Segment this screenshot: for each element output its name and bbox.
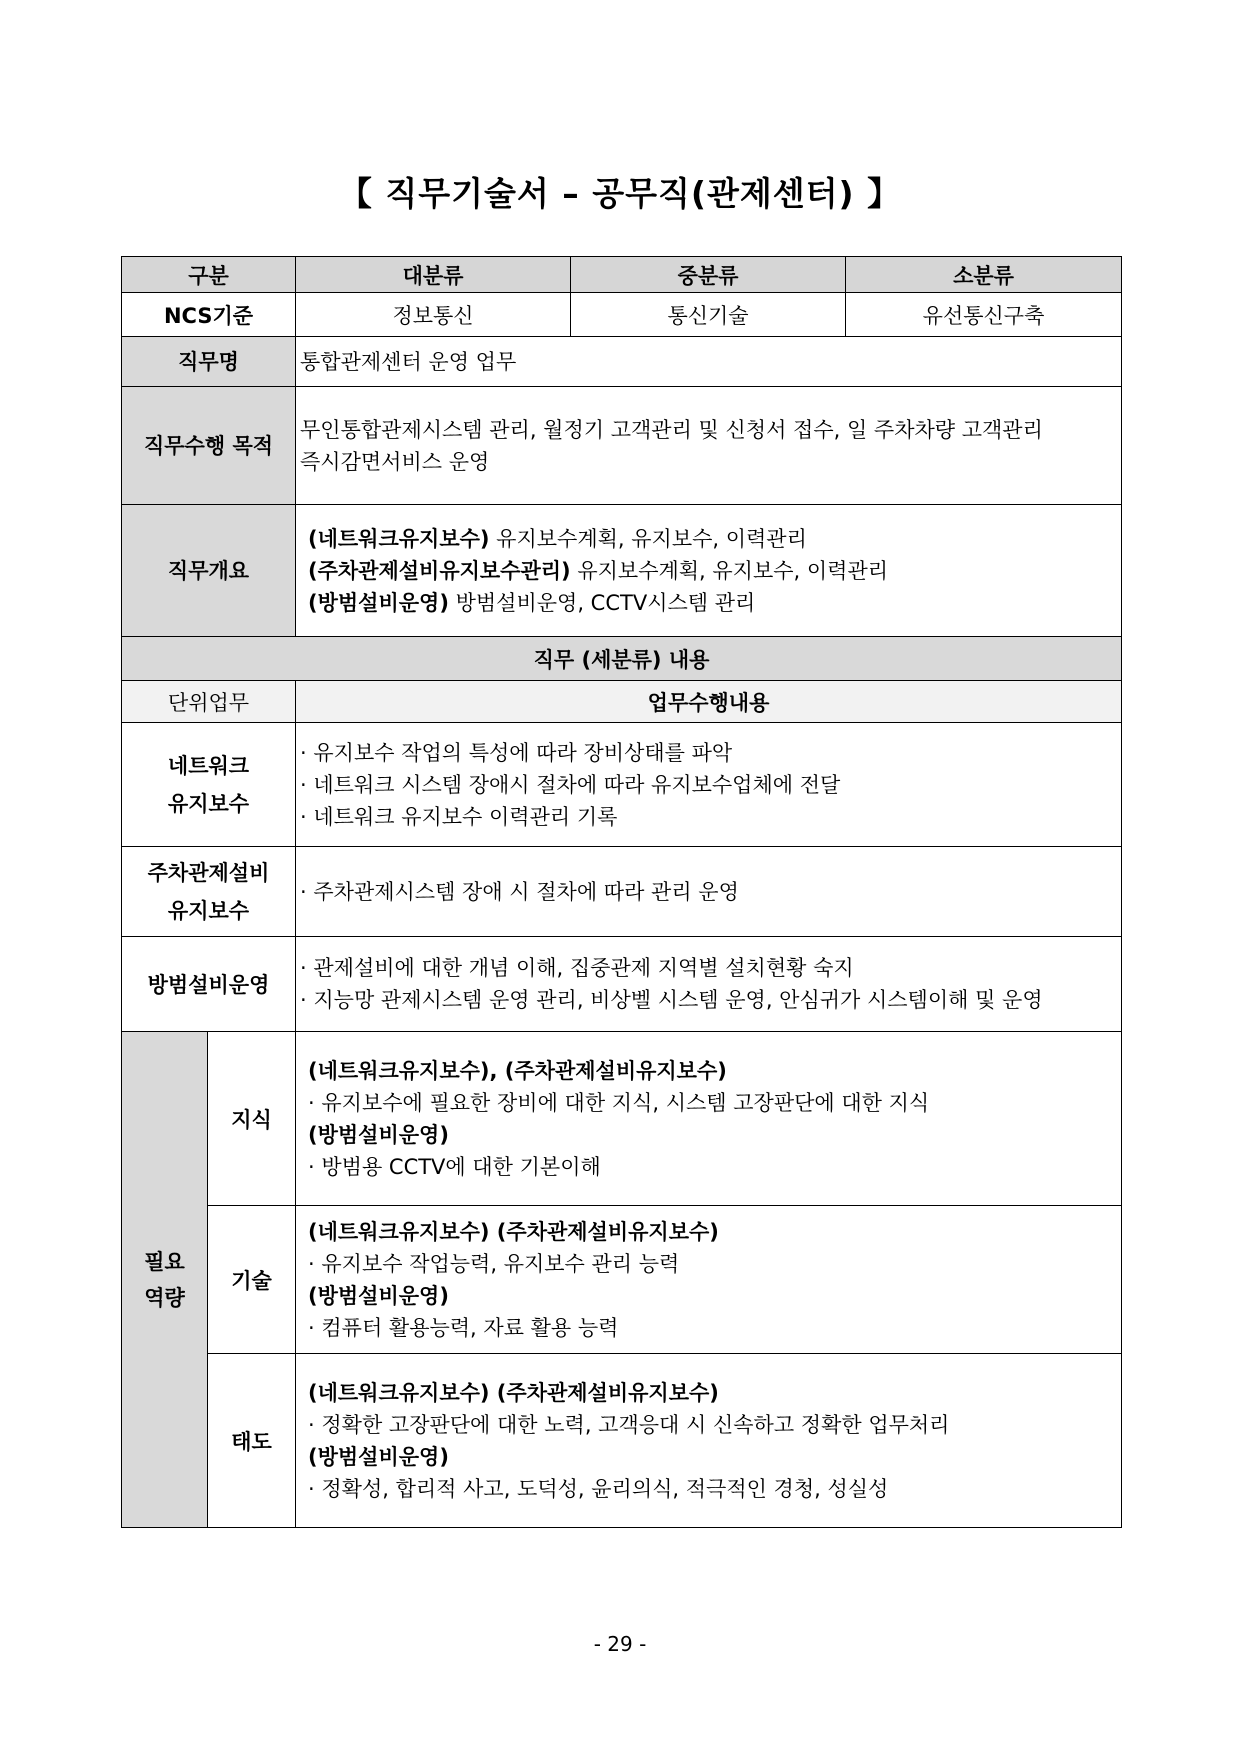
unit-item: · 관제설비에 대한 개념 이해, 집중관제 지역별 설치현황 숙지 bbox=[300, 952, 1115, 984]
unit-item: · 유지보수 작업의 특성에 따라 장비상태를 파악 bbox=[300, 737, 1115, 769]
ncs-minor: 유선통신구축 bbox=[846, 293, 1122, 337]
competency-head: (네트워크유지보수) (주차관제설비유지보수) bbox=[308, 1380, 719, 1405]
competency-item: · 방범용 CCTV에 대한 기본이해 bbox=[308, 1151, 1115, 1183]
job-purpose-line: 즉시감면서비스 운영 bbox=[300, 449, 490, 474]
unit-row bbox=[122, 723, 1122, 847]
job-overview-label: 직무개요 bbox=[122, 505, 296, 637]
ncs-major: 정보통신 bbox=[296, 293, 571, 337]
unit-item: · 네트워크 유지보수 이력관리 기록 bbox=[300, 801, 1115, 833]
unit-item: · 주차관제시스템 장애 시 절차에 따라 관리 운영 bbox=[300, 876, 1115, 908]
unit-content bbox=[296, 937, 1122, 1032]
competency-name: 태도 bbox=[208, 1354, 296, 1528]
competency-head: (방범설비운영) bbox=[308, 1283, 449, 1308]
overview-item-text: 방범설비운영, CCTV시스템 관리 bbox=[448, 590, 756, 615]
competency-head: (네트워크유지보수), (주차관제설비유지보수) bbox=[308, 1058, 727, 1083]
job-purpose-line: 무인통합관제시스템 관리, 월정기 고객관리 및 신청서 접수, 일 주차차량 고객관리 bbox=[300, 417, 1043, 442]
overview-item-text: 유지보수계획, 유지보수, 이력관리 bbox=[489, 526, 807, 551]
competency-head: (방범설비운영) bbox=[308, 1122, 449, 1147]
competency-row-attitude bbox=[122, 1354, 1122, 1528]
unit-header-label: 단위업무 bbox=[122, 681, 296, 723]
overview-item-head: (네트워크유지보수) bbox=[308, 526, 490, 551]
header-major: 대분류 bbox=[296, 257, 571, 293]
job-purpose-row bbox=[122, 387, 1122, 505]
competency-item: · 컴퓨터 활용능력, 자료 활용 능력 bbox=[308, 1312, 1115, 1344]
page-title: 【 직무기술서 – 공무직(관제센터) 】 bbox=[338, 174, 902, 213]
competency-head: (네트워크유지보수) (주차관제설비유지보수) bbox=[308, 1219, 719, 1244]
unit-name: 네트워크 유지보수 bbox=[122, 723, 296, 847]
competency-row-knowledge bbox=[122, 1032, 1122, 1206]
unit-content bbox=[296, 723, 1122, 847]
competency-row-skill bbox=[122, 1206, 1122, 1354]
overview-item bbox=[308, 523, 1115, 555]
competency-content bbox=[296, 1354, 1122, 1528]
competency-name: 기술 bbox=[208, 1206, 296, 1354]
overview-item bbox=[308, 587, 1115, 619]
overview-item-text: 유지보수계획, 유지보수, 이력관리 bbox=[570, 558, 889, 583]
ncs-label: NCS기준 bbox=[122, 293, 296, 337]
unit-row bbox=[122, 847, 1122, 937]
competency-item: · 정확성, 합리적 사고, 도덕성, 윤리의식, 적극적인 경청, 성실성 bbox=[308, 1473, 1115, 1505]
overview-item bbox=[308, 555, 1115, 587]
job-overview-value bbox=[296, 505, 1122, 637]
detail-section-row bbox=[122, 637, 1122, 681]
competency-content bbox=[296, 1032, 1122, 1206]
overview-item-head: (주차관제설비유지보수관리) bbox=[308, 558, 571, 583]
job-name-value: 통합관제센터 운영 업무 bbox=[296, 337, 1122, 387]
detail-section-title: 직무 (세분류) 내용 bbox=[122, 637, 1122, 681]
job-name-row bbox=[122, 337, 1122, 387]
header-middle: 중분류 bbox=[571, 257, 846, 293]
unit-header-row bbox=[122, 681, 1122, 723]
competency-label: 필요 역량 bbox=[122, 1032, 208, 1528]
header-row bbox=[122, 257, 1122, 293]
unit-name: 방범설비운영 bbox=[122, 937, 296, 1032]
competency-head: (방범설비운영) bbox=[308, 1444, 449, 1469]
ncs-row bbox=[122, 293, 1122, 337]
header-category: 구분 bbox=[122, 257, 296, 293]
job-name-label: 직무명 bbox=[122, 337, 296, 387]
job-purpose-value bbox=[296, 387, 1122, 505]
unit-name: 주차관제설비 유지보수 bbox=[122, 847, 296, 937]
competency-item: · 정확한 고장판단에 대한 노력, 고객응대 시 신속하고 정확한 업무처리 bbox=[308, 1409, 1115, 1441]
competency-name: 지식 bbox=[208, 1032, 296, 1206]
page-number: - 29 - bbox=[593, 1632, 647, 1656]
job-purpose-label: 직무수행 목적 bbox=[122, 387, 296, 505]
job-overview-row bbox=[122, 505, 1122, 637]
competency-content bbox=[296, 1206, 1122, 1354]
unit-item: · 네트워크 시스템 장애시 절차에 따라 유지보수업체에 전달 bbox=[300, 769, 1115, 801]
unit-row bbox=[122, 937, 1122, 1032]
unit-header-content: 업무수행내용 bbox=[296, 681, 1122, 723]
unit-content bbox=[296, 847, 1122, 937]
header-minor: 소분류 bbox=[846, 257, 1122, 293]
competency-item: · 유지보수 작업능력, 유지보수 관리 능력 bbox=[308, 1248, 1115, 1280]
ncs-middle: 통신기술 bbox=[571, 293, 846, 337]
overview-item-head: (방범설비운영) bbox=[308, 590, 449, 615]
competency-item: · 유지보수에 필요한 장비에 대한 지식, 시스템 고장판단에 대한 지식 bbox=[308, 1087, 1115, 1119]
job-description-table bbox=[121, 256, 1122, 1528]
unit-item: · 지능망 관제시스템 운영 관리, 비상벨 시스템 운영, 안심귀가 시스템이해 및 운영 bbox=[300, 984, 1115, 1016]
